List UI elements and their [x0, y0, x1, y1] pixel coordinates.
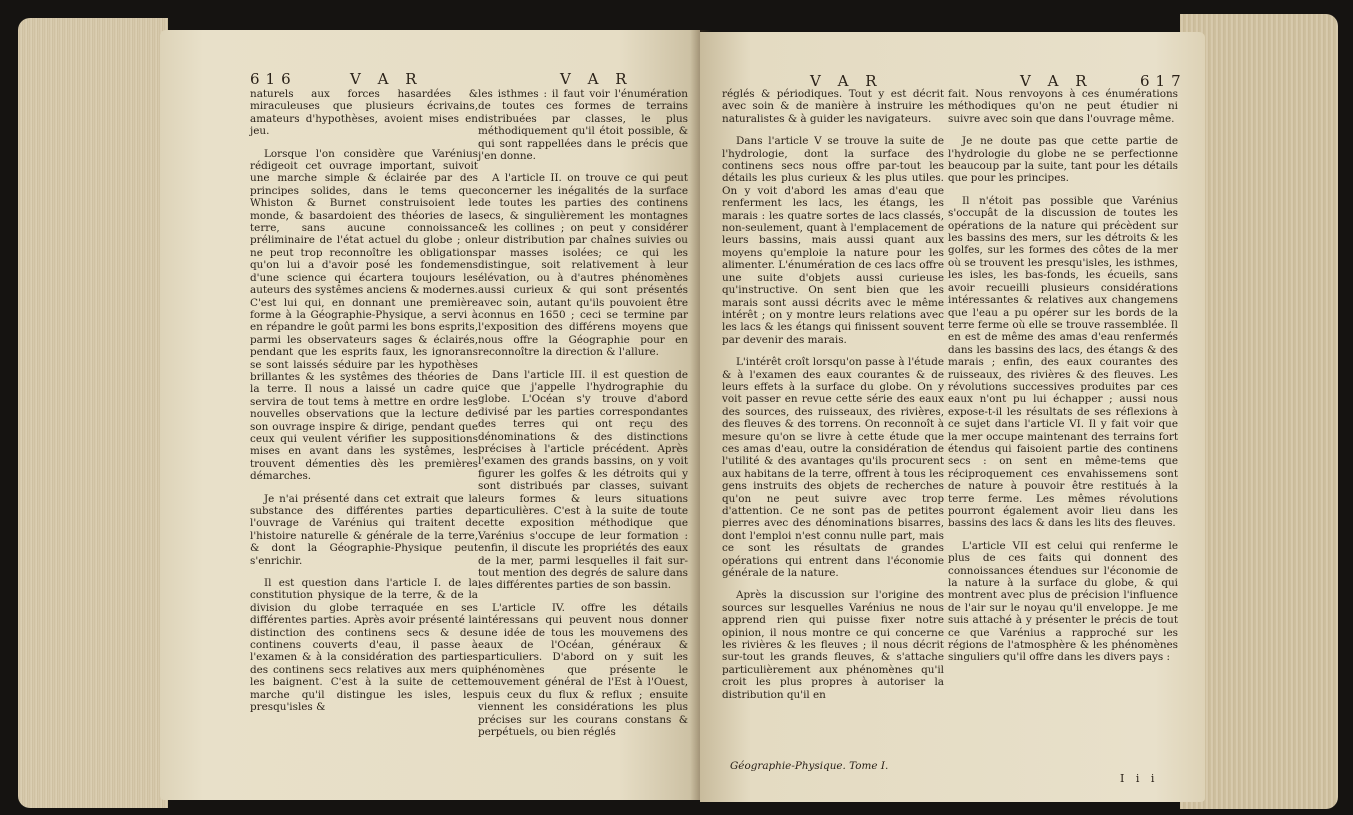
right-column-1	[722, 88, 944, 711]
left-col1-running-head: V A R	[350, 70, 423, 88]
right-page-number: 617	[1140, 72, 1187, 90]
paragraph: Il n'étoit pas possible que Varénius s'occupât de la discussion de toutes les opérations de la nature qui précèdent sur les bassins des mers, sur les détroits & les golfes, sur les formes des côtes de la mer où se trouvent les presqu'isles, les isthmes, les isles, les bas-fonds, les écueils, sans avoir recueilli plusieurs considérations intéressantes & relatives aux changemens que l'eau a pu opérer sur les bords de la terre ferme où elle se trouve rassemblée. Il en est de même des amas d'eau renfermés dans les bassins des lacs, des étangs & des marais ; enfin, des eaux courantes des ruisseaux, des rivières & des fleuves. Les révolutions successives produites par ces eaux n'ont pu lui échapper ; aussi nous expose-t-il les résultats de ses réflexions à ce sujet dans l'article VI. Il y fait voir que la mer occupe maintenant des terrains fort étendus qui faisoient partie des continens secs : on sent en même-tems que réciproquement ces envahissemens sont de nature à pouvoir être restitués à la terre ferme. Les mêmes révolutions pourront également avoir lieu dans les bassins des lacs & dans les lits des fleuves.	[948, 194, 1178, 530]
left-column-1	[250, 88, 478, 724]
signature-mark: I i i	[1120, 772, 1159, 785]
paragraph: Après la discussion sur l'origine des sources sur lesquelles Varénius ne nous apprend rien qui puisse fixer notre opinion, il nous montre ce qui concerne les rivières & les fleuves ; il nous décrit sur-tout les grands fleuves, & s'attache particulièrement aux phénomènes qu'il croit les plus propres à autoriser la distribution qu'il en	[722, 589, 944, 701]
paragraph: Lorsque l'on considère que Varénius rédigeoit cet ouvrage important, suivoit une marche simple & éclairée par des principes solides, dans le tems que Whiston & Burnet construisoient le monde, & basardoient des théories de la terre, sans aucune connoissance préliminaire de l'état actuel du globe ; on ne peut trop reconnoître les obligations qu'on lui a d'avoir posé les fondemens d'une science qui écartera toujours les auteurs des systêmes anciens & modernes. C'est lui qui, en donnant une première forme à la Géographie-Physique, a servi à en répandre le goût parmi les bons esprits, parmi les observateurs sages & éclairés, pendant que les esprits faux, les ignorans se sont laissés séduire par les hypothèses brillantes & les systêmes des théories de la terre. Il nous a laissé un cadre qui servira de tout tems à mettre en ordre les nouvelles observations que la lecture de son ouvrage inspire & dirige, pendant que ceux qui veulent vérifier les suppositions mises en avant dans les systêmes, les trouvent démenties dès les premières démarches.	[250, 147, 478, 483]
footer-title: Géographie-Physique. Tome I.	[730, 760, 889, 772]
right-page	[700, 32, 1205, 802]
left-page-number: 616	[250, 70, 297, 88]
paragraph: L'intérêt croît lorsqu'on passe à l'étude & à l'examen des eaux courantes & de leurs effets à la surface du globe. On y voit passer en revue cette série des eaux des sources, des ruisseaux, des rivières, des fleuves & des torrens. On reconnoît à mesure qu'on se livre à cette étude que ces amas d'eau, outre la considération de l'utilité & des avantages qu'ils procurent aux habitans de la terre, offrent à tous les gens instruits des objets de recherches qu'on ne peut suivre avec trop d'attention. Ce ne sont pas de petites pierres avec des dénominations bisarres, dont l'emploi n'est connu nulle part, mais ce sont les résultats de grandes opérations qui entrent dans l'économie générale de la nature.	[722, 356, 944, 580]
paragraph: A l'article II. on trouve ce qui peut concerner les inégalités de la surface de toutes les parties des continens secs, & singulièrement les montagnes & les collines ; on peut y considérer leur distribution par chaînes suivies ou par masses isolées; ce qui les distingue, soit relativement à leur élévation, ou à d'autres phénomènes aussi curieux & qui sont présentés avec soin, autant qu'ils pouvoient être connus en 1650 ; ceci se termine par l'exposition des différens moyens que nous offre la Géographie pour en reconnoître la direction & l'allure.	[478, 172, 688, 359]
paragraph: réglés & périodiques. Tout y est décrit avec soin & de manière à instruire les naturalistes & à guider les navigateurs.	[722, 88, 944, 125]
left-col2-running-head: V A R	[560, 70, 633, 88]
paragraph: Dans l'article V se trouve la suite de l'hydrologie, dont la surface des continens secs nous offre par-tout les détails les plus curieux & les plus utiles. On y voit d'abord les amas d'eau que renferment les lacs, les étangs, les marais : les quatre sortes de lacs classés, non-seulement, quant à l'emplacement de leurs bassins, mais aussi quant aux moyens qu'emploie la nature pour les alimenter. L'énumération de ces lacs offre une suite d'objets aussi curieuse qu'instructive. On sent bien que les marais sont aussi décrits avec le même intérêt ; on y montre leurs relations avec les lacs & les étangs qui finissent souvent par devenir des marais.	[722, 135, 944, 346]
paragraph: Je ne doute pas que cette partie de l'hydrologie du globe ne se perfectionne beaucoup par la suite, tant pour les détails que pour les principes.	[948, 135, 1178, 185]
paragraph: Dans l'article III. il est question de ce que j'appelle l'hydrographie du globe. L'Océan s'y trouve d'abord divisé par les parties correspondantes des terres qui ont reçu des dénominations & des distinctions précises à l'article précédent. Après l'examen des grands bassins, on y voit figurer les golfes & les détroits qui y sont distribués par classes, suivant leurs formes & leurs situations particulières. C'est à la suite de toute cette exposition méthodique que Varénius s'occupe de leur formation : enfin, il discute les propriétés des eaux de la mer, parmi lesquelles il fait sur-tout mention des degrés de salure dans les différentes parties de son bassin.	[478, 368, 688, 592]
paragraph: L'article VII est celui qui renferme le plus de ces faits qui donnent des connoissances étendues sur l'économie de la nature à la surface du globe, & qui montrent avec plus de précision l'influence de l'air sur le noyau qu'il enveloppe. Je me suis attaché à y présenter le précis de tout ce que Varénius a rapproché sur les régions de l'atmosphère & les phénomènes singuliers qu'il offre dans les divers pays :	[948, 539, 1178, 664]
paragraph: L'article IV. offre les détails intéressans qui peuvent nous donner une idée de tous les mouvemens des eaux de l'Océan, généraux & particuliers. D'abord on y suit les phénomènes que présente le mouvement général de l'Est à l'Ouest, puis ceux du flux & reflux ; ensuite viennent les considérations les plus précises sur les courans constans & perpétuels, ou bien réglés	[478, 601, 688, 738]
right-col1-running-head: V A R	[810, 72, 883, 90]
left-page-edges	[18, 18, 168, 808]
paragraph: Il est question dans l'article I. de la constitution physique de la terre, & de la division du globe terraquée en ses différentes parties. Après avoir présenté la distinction des continens secs & des continens couverts d'eau, il passe à l'examen & à la considération des parties des continens secs relatives aux mers qui les baignent. C'est à la suite de cette marche qu'il distingue les isles, les presqu'isles &	[250, 577, 478, 714]
left-column-2	[478, 88, 688, 748]
left-page	[160, 30, 700, 800]
paragraph: les isthmes : il faut voir l'énumération de toutes ces formes de terrains distribuées par classes, le plus méthodiquement qu'il étoit possible, & qui sont rappellées dans le précis que j'en donne.	[478, 88, 688, 163]
paragraph: fait. Nous renvoyons à ces énumérations méthodiques qu'on ne peut étudier ni suivre avec soin que dans l'ouvrage même.	[948, 88, 1178, 125]
paragraph: Je n'ai présenté dans cet extrait que la substance des différentes parties de l'ouvrage de Varénius qui traitent de l'histoire naturelle & générale de la terre, & dont la Géographie-Physique peut s'enrichir.	[250, 492, 478, 567]
right-column-2	[948, 88, 1178, 674]
paragraph: naturels aux forces hasardées & miraculeuses que plusieurs écrivains, amateurs d'hypothèses, avoient mises en jeu.	[250, 88, 478, 138]
right-col2-running-head: V A R	[1020, 72, 1093, 90]
